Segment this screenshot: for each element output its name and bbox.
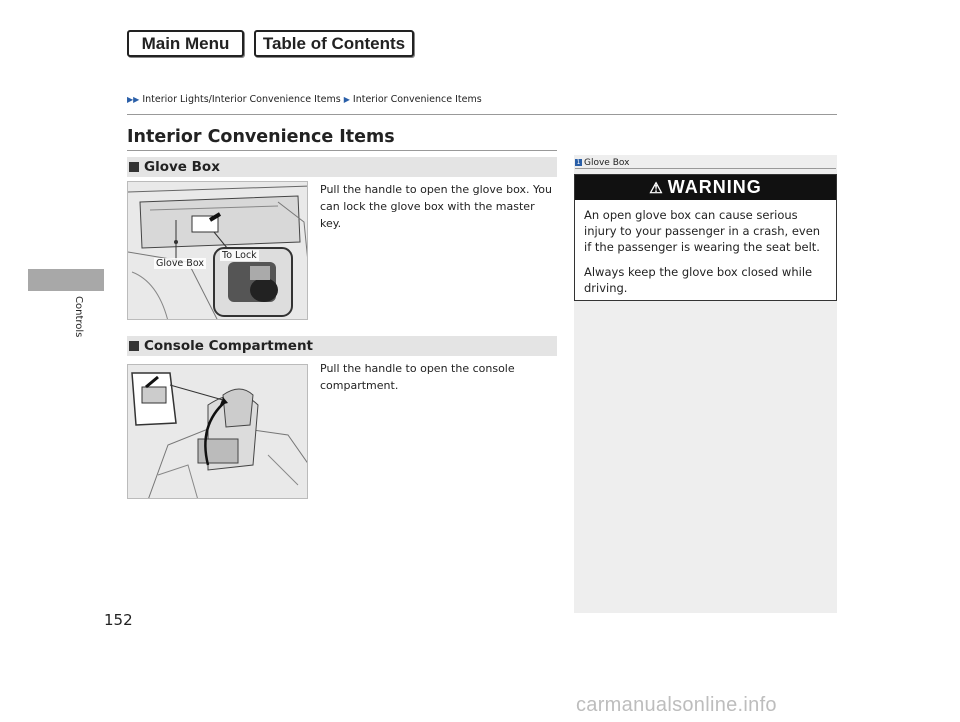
watermark: carmanualsonline.info: [576, 694, 777, 716]
callout-to-lock: To Lock: [222, 250, 257, 261]
breadcrumb-level1[interactable]: Interior Lights/Interior Convenience Items: [142, 94, 341, 105]
breadcrumb: [127, 94, 482, 105]
glove-box-heading: [127, 157, 557, 177]
page-number: 152: [104, 611, 133, 629]
warning-advice: Always keep the glove box closed while driving.: [584, 265, 813, 295]
console-heading-text: Console Compartment: [144, 338, 314, 354]
title-divider: [127, 150, 557, 151]
page-title: Interior Convenience Items: [127, 127, 395, 147]
warning-box: [574, 174, 837, 301]
sidebar-reference: [575, 158, 629, 168]
square-bullet-icon: [129, 162, 139, 172]
square-bullet-icon: [129, 341, 139, 351]
glove-box-heading-text: Glove Box: [144, 159, 220, 175]
console-drawing: [128, 365, 308, 499]
glove-box-illustration: [127, 181, 308, 320]
console-text: Pull the handle to open the console compartment.: [320, 362, 515, 392]
breadcrumb-arrow-icon: ▶▶: [127, 95, 140, 104]
chapter-tab[interactable]: [28, 269, 104, 291]
sidebar-reference-label: Glove Box: [584, 158, 630, 168]
breadcrumb-arrow-icon: ▶: [343, 95, 350, 104]
warning-title: WARNING: [667, 177, 762, 197]
glove-box-text: Pull the handle to open the glove box. You can lock the glove box with the master key.: [320, 183, 552, 230]
console-heading: [127, 336, 557, 356]
reference-icon: 1: [576, 159, 581, 166]
warning-text: An open glove box can cause serious injury to your passenger in a crash, even if the passenger is wearing the seat belt.: [584, 208, 821, 254]
callout-glove-box: Glove Box: [156, 258, 204, 269]
breadcrumb-level2[interactable]: Interior Convenience Items: [352, 94, 482, 105]
console-illustration: [127, 364, 308, 499]
warning-icon: ⚠: [649, 179, 664, 197]
header-divider: [127, 114, 837, 115]
glove-box-drawing: [128, 182, 308, 320]
chapter-label: Controls: [73, 296, 84, 338]
warning-header: [575, 175, 836, 200]
main-menu-button[interactable]: Main Menu: [127, 30, 244, 57]
table-of-contents-button[interactable]: Table of Contents: [254, 30, 414, 57]
sidebar-divider: [575, 168, 836, 169]
